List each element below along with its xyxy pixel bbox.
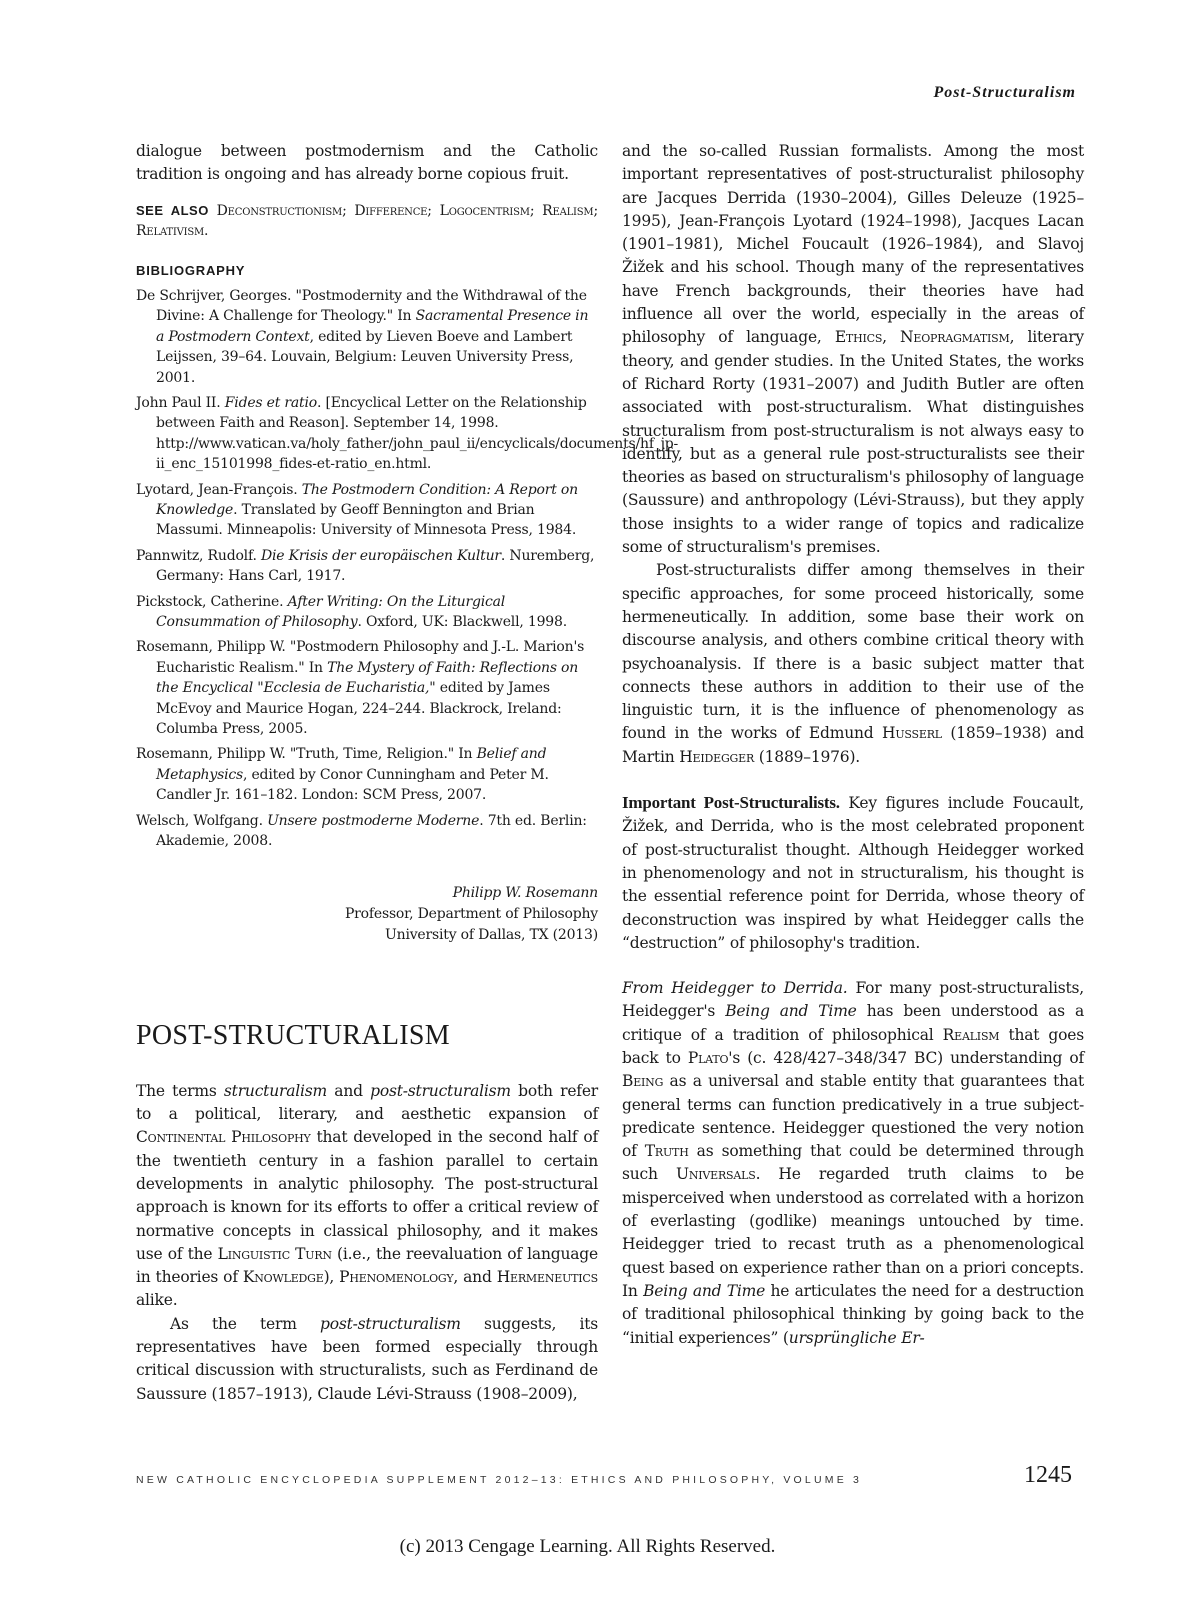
xref-link[interactable]: Phenomenology [339,1268,454,1287]
body-paragraph: Post-structuralists differ among themselves in their specific approaches, for some proceed historically, some hermeneutically. In addition, some base their work on discourse analysis, and others combine critical theory with psychoanalysis. If there is a basic subject matter that connects these authors in addition to their use of the linguistic turn, it is the influence of phenomenology as found in the works of Edmund Husserl (1859–1938) and Martin Heidegger (1889–1976). [622,561,1084,766]
xref-link[interactable]: Universals [675,1165,756,1184]
author-role: Professor, Department of Philosophy [344,906,598,923]
section-heading: From Heidegger to Derrida. [622,979,848,998]
xref-link[interactable]: Plato [687,1048,729,1067]
bibliography-list [136,286,679,852]
xref-link[interactable]: Neopragmatism [900,328,1010,347]
author-affiliation: University of Dallas, TX (2013) [385,927,598,944]
xref-link[interactable]: Continental Philosophy [136,1128,311,1147]
body-paragraph: and the so-called Russian formalists. Among the most important representatives of post-structuralist philosophy are Jacques Derrida (1930–2004), Gilles Deleuze (1925–1995), Jean-François Lyotard (1924–1998), Jacques Lacan (1901–1981), Michel Foucault (1926–1984), and Slavoj Žižek and his school. Though many of the representatives have French backgrounds, their theories have had influence all over the world, especially in the areas of philosophy of language, Ethics, Neopragmatism, literary theory, and gender studies. In the United States, the works of Richard Rorty (1931–2007) and Judith Butler are often associated with post-structuralism. What distinguishes structuralism from post-structuralism is not always easy to identify, but as a general rule post-structuralists see their theories as based on structuralism's philosophy of language (Saussure) and anthropology (Lévi-Strauss), but they apply those insights to a wider range of topics and radicalize some of structuralism's premises. [622,142,1084,557]
bibliography-entry: John Paul II. Fides et ratio. [Encyclical Letter on the Relationship between Faith and Reason]. September 14, 1998. http://www.vatican.va/holy_father/john_paul_ii/encyclicals/documents/hf_jp-ii_enc_15101998_fides-et-ratio_en.html. [136,394,679,473]
xref-link[interactable]: Realism [942,1025,1000,1044]
see-also [136,201,598,241]
body-paragraph: As the term post-structuralism suggests, its representatives have been formed especially through critical discussion with structuralists, such as Ferdinand de Saussure (1857–1913), Claude Lévi-Strauss (1908–2009), [136,1314,598,1403]
xref-link[interactable]: Linguistic Turn [217,1244,332,1263]
bibliography-entry: Lyotard, Jean-François. The Postmodern Condition: A Report on Knowledge. Translated by Geoff Bennington and Brian Massumi. Minneapolis: University of Minnesota Press, 1984. [136,481,578,539]
xref-link[interactable]: Ethics [834,328,883,347]
bibliography-entry: Pickstock, Catherine. After Writing: On the Liturgical Consummation of Philosophy. Oxford, UK: Blackwell, 1998. [136,593,567,630]
xref-link[interactable]: Truth [644,1142,689,1161]
section-paragraph: From Heidegger to Derrida. For many post-structuralists, Heidegger's Being and Time has been understood as a critique of a tradition of philosophical Realism that goes back to Plato's (c. 428/427–348/347 BC) understanding of Being as a universal and stable entity that guarantees that general terms can function predicatively in a true subject-predicate sentence. Heidegger questioned the very notion of Truth as something that could be determined through such Universals. He regarded truth claims to be misperceived when understood as correlated with a horizon of everlasting (godlike) meanings untouched by time. Heidegger tried to recast truth as a phenomenological quest based on experience rather than on a priori concepts. In Being and Time he articulates the need for a destruction of traditional philosophical thinking by going back to the “initial experiences” (ursprüngliche Er- [622,979,1084,1347]
section-heading: Important Post-Structuralists. [622,793,840,813]
running-head: Post-Structuralism [933,84,1076,101]
bibliography-entry: Rosemann, Philipp W. "Truth, Time, Religion." In Belief and Metaphysics, edited by Conor Cunningham and Peter M. Candler Jr. 161–182. London: SCM Press, 2007. [136,746,549,804]
page-number: 1245 [1024,1462,1072,1488]
bibliography-entry: De Schrijver, Georges. "Postmodernity and the Withdrawal of the Divine: A Challenge for Theology." In Sacramental Presence in a Postmodern Context, edited by Lieven Boeve and Lambert Leijssen, 39–64. Louvain, Belgium: Leuven University Press, 2001. [136,287,589,386]
xref-link[interactable]: Heidegger [679,747,755,766]
xref-link[interactable]: Knowledge [242,1268,324,1287]
section-paragraph: Important Post-Structuralists. Key figures include Foucault, Žižek, and Derrida, who is the most celebrated proponent of post-structuralist thought. Although Heidegger worked in phenomenology and not in structuralism, his thought is the essential reference point for Derrida, whose theory of deconstruction was inspired by what Heidegger calls the “destruction” of philosophy's tradition. [622,793,1084,952]
xref-link[interactable]: Husserl [882,724,942,743]
author-name: Philipp W. Rosemann [452,885,598,902]
copyright-notice: (c) 2013 Cengage Learning. All Rights Reserved. [399,1536,776,1557]
continued-paragraph: dialogue between postmodernism and the Catholic tradition is ongoing and has already borne copious fruit. [136,142,598,184]
see-also-references[interactable]: Deconstructionism; Difference; Logocentrism; Realism; Relativism. [136,202,598,239]
xref-link[interactable]: Hermeneutics [496,1268,598,1287]
intro-paragraph: The terms structuralism and post-structuralism both refer to a political, literary, and aesthetic expansion of Continental Philosophy that developed in the second half of the twentieth century in a fashion parallel to certain developments in analytic philosophy. The post-structural approach is known for its efforts to offer a critical review of normative concepts in classical philosophy, and it makes use of the Linguistic Turn (i.e., the reevaluation of language in theories of Knowledge), Phenomenology, and Hermeneutics alike. [136,1081,599,1310]
entry-title: POST-STRUCTURALISM [136,1020,450,1052]
bibliography-entry: Pannwitz, Rudolf. Die Krisis der europäischen Kultur. Nuremberg, Germany: Hans Carl, 1917. [136,547,595,585]
xref-link[interactable]: Being [622,1072,664,1091]
right-column [622,140,1084,1350]
footer-running-title: NEW CATHOLIC ENCYCLOPEDIA SUPPLEMENT 2012–13: ETHICS AND PHILOSOPHY, VOLUME 3 [136,1474,863,1486]
bibliography-heading: BIBLIOGRAPHY [136,262,246,278]
author-signature [136,883,598,946]
bibliography-entry: Rosemann, Philipp W. "Postmodern Philosophy and J.-L. Marion's Eucharistic Realism." In The Mystery of Faith: Reflections on the Encyclical "Ecclesia de Eucharistia," edited by James McEvoy and Maurice Hogan, 224–244. Blackrock, Ireland: Columba Press, 2005. [136,639,585,738]
bibliography-entry: Welsch, Wolfgang. Unsere postmoderne Moderne. 7th ed. Berlin: Akademie, 2008. [136,812,587,850]
see-also-label: SEE ALSO [136,202,209,218]
